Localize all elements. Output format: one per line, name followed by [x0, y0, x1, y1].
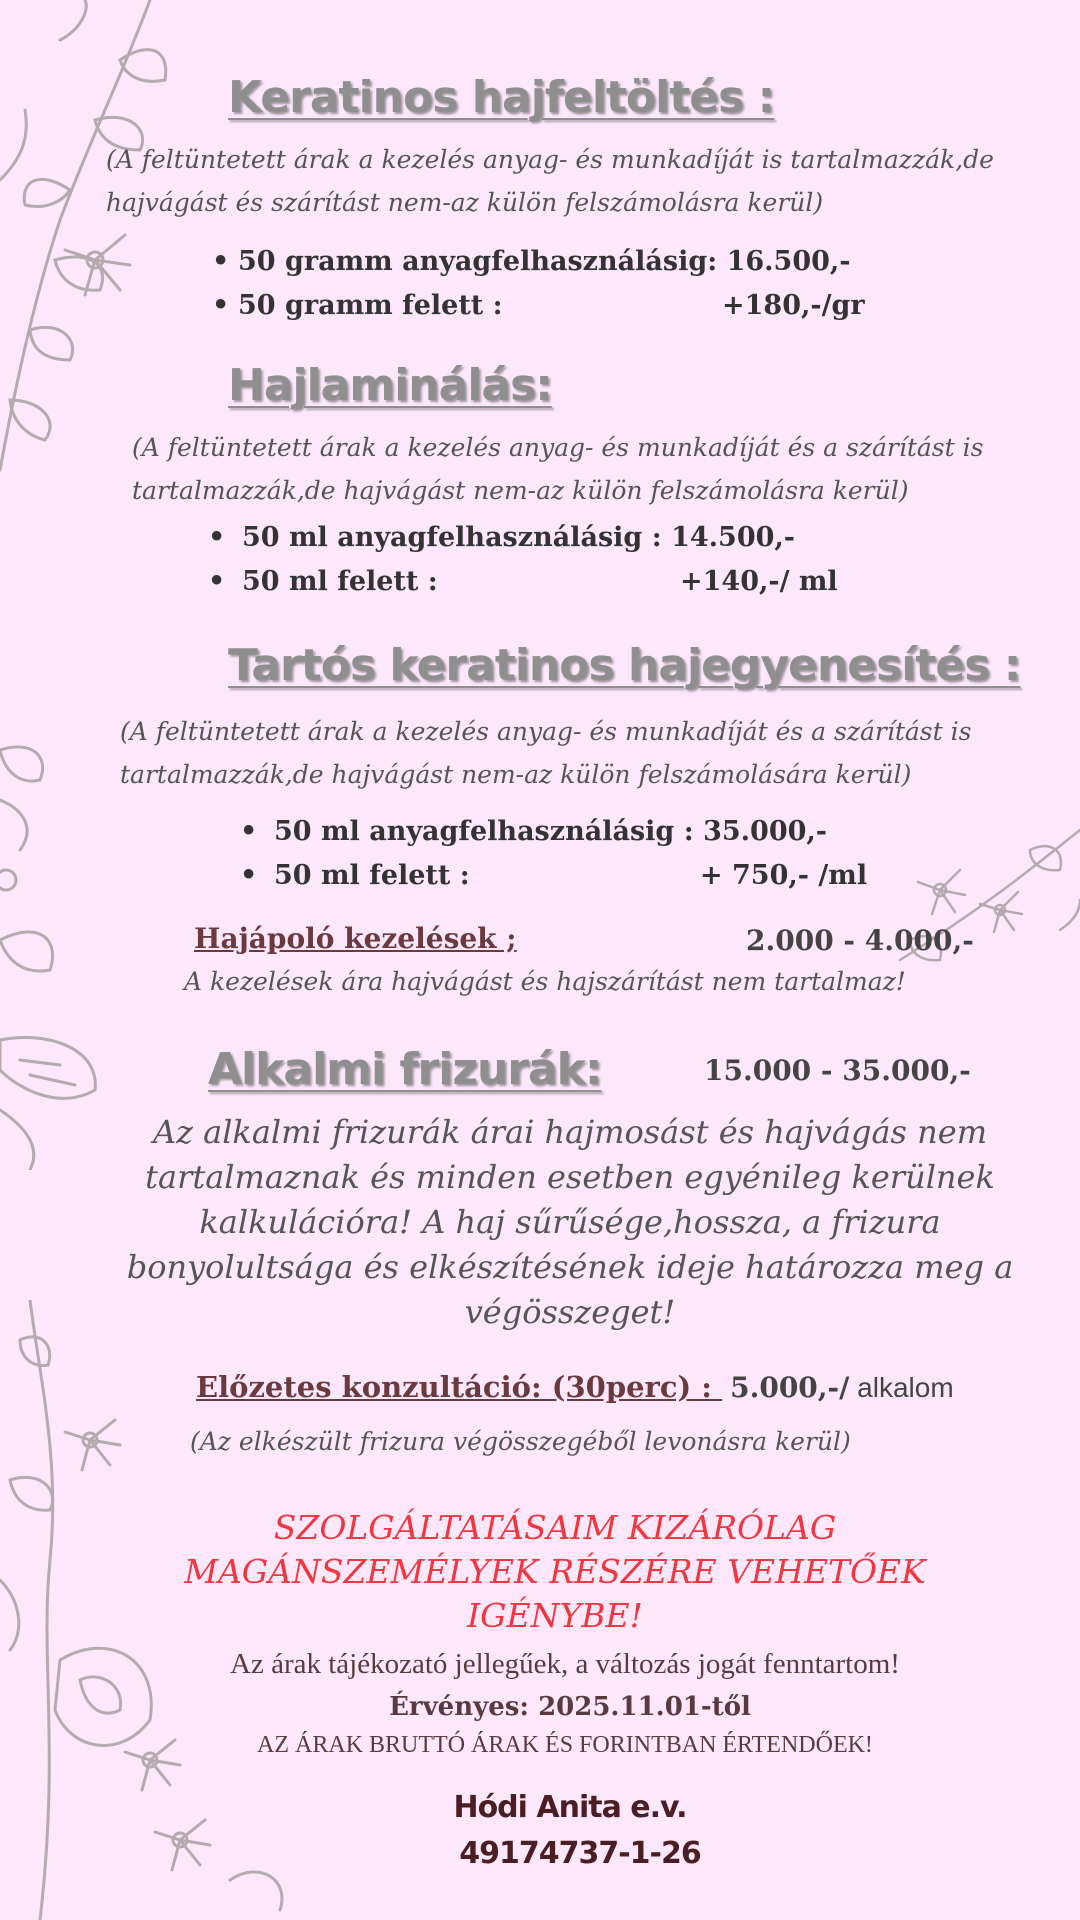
- keratin-fill-price-list: [212, 240, 912, 328]
- floral-decoration-left-middle: [0, 710, 120, 1170]
- description-line: bonyolultsága és elkészítésének ideje határozza meg a: [126, 1248, 1014, 1286]
- care-treatments-title: Hajápoló kezelések ;: [194, 922, 517, 955]
- keratin-fill-note: [106, 138, 1066, 224]
- consultation-unit: alkalom: [849, 1372, 954, 1403]
- section-title-straightening: Tartós keratinos hajegyenesítés :: [228, 640, 1021, 691]
- section-title-keratin-fill: Keratinos hajfeltöltés :: [228, 72, 775, 123]
- section-title-lamination: Hajlaminálás:: [228, 360, 552, 411]
- description-line: Az alkalmi frizurák árai hajmosást és hajvágás nem: [152, 1113, 988, 1151]
- description-line: kalkulációra! A haj sűrűsége,hossza, a frizura: [199, 1203, 941, 1241]
- description-line: tartalmaznak és minden esetben egyénileg kerülnek: [145, 1158, 995, 1196]
- section-title-updo: Alkalmi frizurák:: [208, 1044, 602, 1095]
- bullet-icon: •: [212, 246, 230, 277]
- item-label: 50 ml anyagfelhasználásig : 14.500,-: [242, 522, 796, 553]
- item-value: +140,-/ ml: [680, 566, 838, 597]
- note-line: (A feltüntetett árak a kezelés anyag- és munkadíját és a szárítást is: [120, 717, 972, 746]
- private-only-warning: [120, 1506, 990, 1638]
- item-label: 50 ml felett :: [242, 566, 438, 597]
- lamination-price-list: [208, 516, 908, 604]
- list-item: [212, 284, 912, 328]
- note-line: (A feltüntetett árak a kezelés anyag- és munkadíját és a szárítást is: [132, 433, 984, 462]
- list-item: [212, 240, 912, 284]
- consultation-price: 5.000,-/: [730, 1371, 850, 1404]
- item-label: 50 gramm anyagfelhasználásig: 16.500,-: [238, 246, 851, 277]
- note-line: tartalmazzák,de hajvágást nem-az külön felszámolásra kerül): [132, 476, 909, 505]
- updo-price: 15.000 - 35.000,-: [704, 1054, 971, 1087]
- price-disclaimer: Az árak tájékozató jellegűek, a változás jogát fenntartom!: [230, 1648, 900, 1680]
- consultation-note: (Az elkészült frizura végösszegéből levonásra kerül): [190, 1427, 851, 1456]
- lamination-note: [132, 426, 1052, 512]
- company-name: Hódi Anita e.v.: [453, 1790, 687, 1825]
- bullet-icon: •: [240, 816, 258, 847]
- note-line: (A feltüntetett árak a kezelés anyag- és munkadíját is tartalmazzák,de: [106, 145, 994, 174]
- warning-line: SZOLGÁLTATÁSAIM KIZÁRÓLAG: [273, 1508, 837, 1547]
- straightening-note: [120, 710, 1060, 796]
- note-line: hajvágást és szárítást nem-az külön felszámolásra kerül): [106, 188, 824, 217]
- item-label: 50 ml felett :: [274, 860, 470, 891]
- updo-description: [110, 1110, 1030, 1335]
- gross-price-notice: AZ ÁRAK BRUTTÓ ÁRAK ÉS FORINTBAN ÉRTENDŐEK!: [257, 1732, 873, 1758]
- tax-id: 49174737-1-26: [459, 1836, 701, 1871]
- consultation-row: [196, 1370, 954, 1404]
- warning-line: MAGÁNSZEMÉLYEK RÉSZÉRE VEHETŐEK: [184, 1552, 926, 1591]
- item-value: + 750,- /ml: [700, 860, 868, 891]
- item-label: 50 ml anyagfelhasználásig : 35.000,-: [274, 816, 828, 847]
- list-item: [208, 516, 908, 560]
- bullet-icon: •: [208, 522, 226, 553]
- note-line: tartalmazzák,de hajvágást nem-az külön felszámolására kerül): [120, 760, 912, 789]
- item-value: +180,-/gr: [722, 290, 865, 321]
- valid-from: Érvényes: 2025.11.01-től: [389, 1692, 751, 1722]
- bullet-icon: •: [240, 860, 258, 891]
- straightening-price-list: [240, 810, 940, 898]
- list-item: [240, 854, 940, 898]
- warning-line: IGÉNYBE!: [467, 1596, 643, 1635]
- description-line: végösszeget!: [464, 1293, 676, 1331]
- consultation-title: Előzetes konzultáció: (30perc) :: [196, 1370, 723, 1404]
- list-item: [208, 560, 908, 604]
- bullet-icon: •: [212, 290, 230, 321]
- care-treatments-note: A kezelések ára hajvágást és hajszárítást nem tartalmaz!: [184, 967, 906, 996]
- care-treatments-price: 2.000 - 4.000,-: [746, 924, 974, 957]
- list-item: [240, 810, 940, 854]
- bullet-icon: •: [208, 566, 226, 597]
- item-label: 50 gramm felett :: [238, 290, 503, 321]
